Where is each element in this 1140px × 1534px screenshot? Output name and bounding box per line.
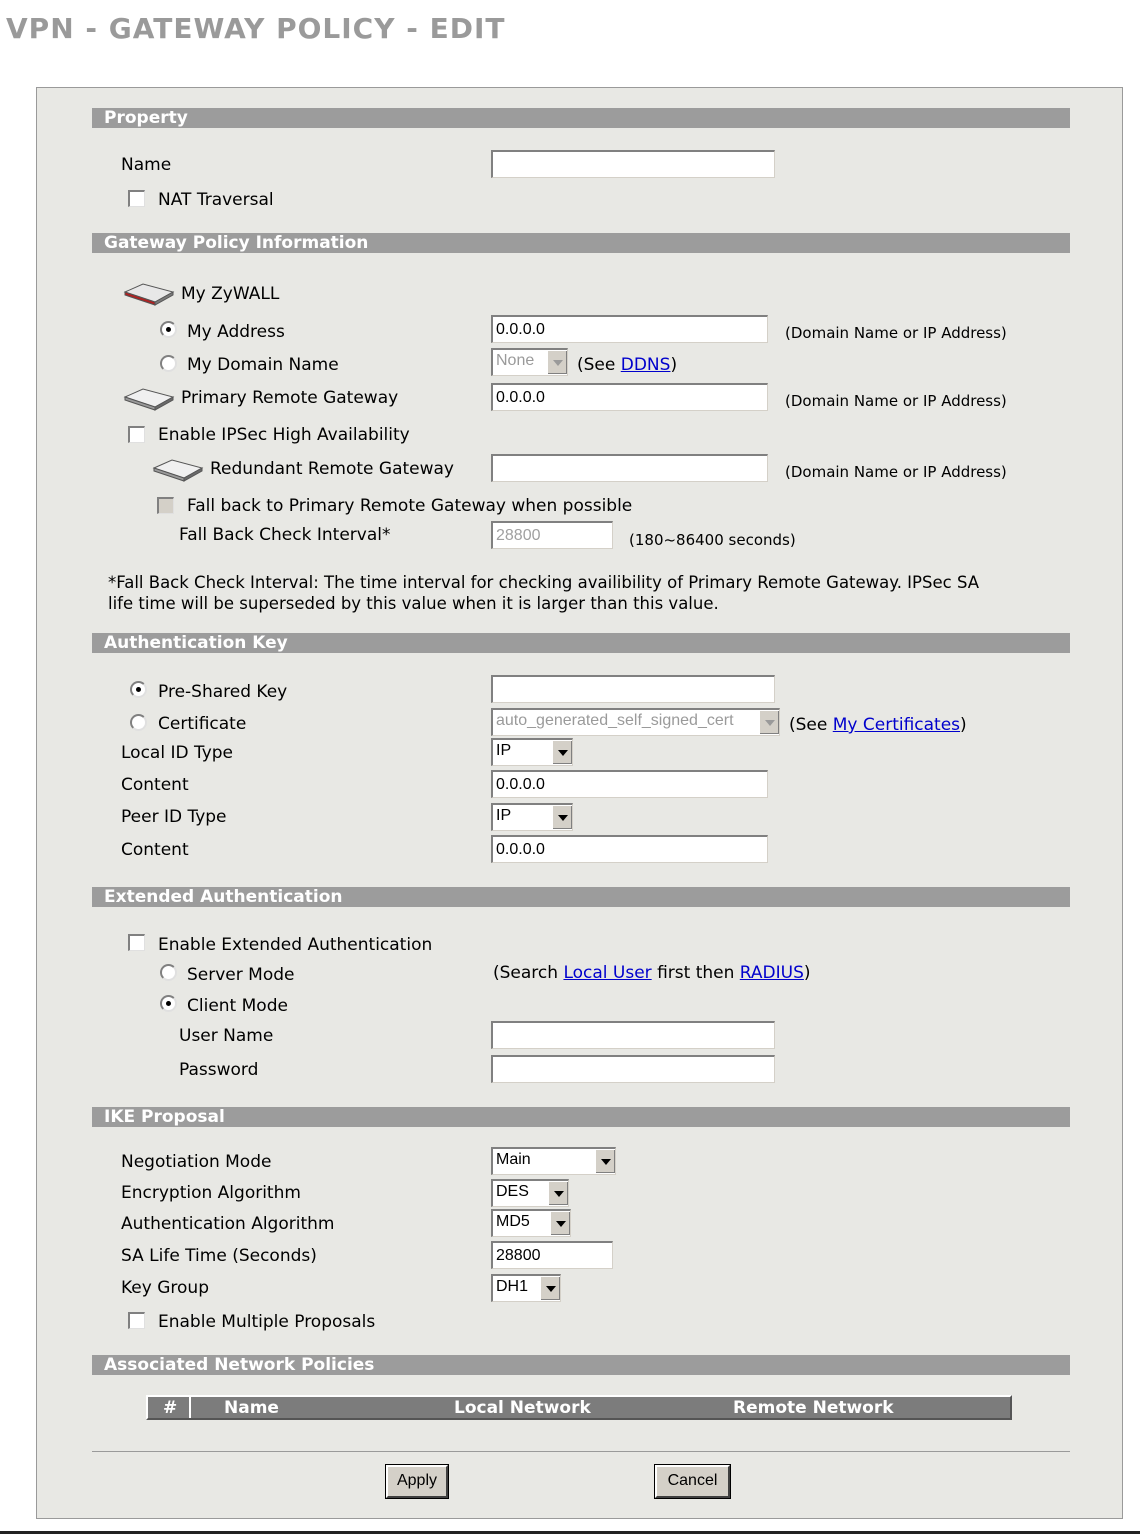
my-domain-name-radio[interactable]: [160, 355, 177, 372]
search-prefix: (Search: [493, 963, 564, 983]
primary-remote-gateway-label: Primary Remote Gateway: [181, 388, 399, 408]
fall-back-interval-hint: (180~86400 seconds): [629, 531, 796, 549]
fall-back-note-line1: *Fall Back Check Interval: The time interval for checking availibility of Primary Remote Gateway. IPSec SA: [108, 573, 980, 592]
user-name-label: User Name: [179, 1026, 274, 1046]
encryption-algorithm-value: DES: [496, 1183, 529, 1200]
nat-traversal-label: NAT Traversal: [158, 190, 274, 210]
chevron-down-icon: [540, 1276, 560, 1300]
ipsec-high-availability-checkbox[interactable]: [128, 426, 145, 443]
enable-extended-auth-label: Enable Extended Authentication: [158, 935, 433, 955]
section-header-authentication-key: Authentication Key: [92, 633, 1070, 653]
redundant-remote-gateway-label: Redundant Remote Gateway: [210, 459, 454, 479]
cancel-button[interactable]: Cancel: [655, 1465, 730, 1498]
local-content-label: Content: [121, 775, 189, 795]
column-divider: [189, 1397, 191, 1418]
my-domain-name-select-value: None: [496, 352, 535, 369]
my-zywall-label: My ZyWALL: [181, 284, 280, 304]
see-suffix: ): [670, 355, 678, 375]
chevron-down-icon: [595, 1149, 615, 1173]
pre-shared-key-label: Pre-Shared Key: [158, 682, 288, 702]
negotiation-mode-value: Main: [496, 1151, 531, 1168]
fall-back-note-line2: life time will be superseded by this value when it is larger than this value.: [108, 594, 719, 613]
local-id-type-label: Local ID Type: [121, 743, 234, 763]
password-label: Password: [179, 1060, 259, 1080]
server-mode-radio[interactable]: [160, 964, 177, 981]
search-suffix: ): [803, 963, 811, 983]
client-mode-radio[interactable]: [160, 995, 177, 1012]
zywall-device-icon: [123, 282, 175, 306]
redundant-gateway-icon: [152, 458, 204, 482]
apply-button[interactable]: Apply: [386, 1465, 448, 1498]
see-prefix: (See: [789, 715, 833, 735]
my-address-label: My Address: [187, 322, 285, 342]
section-header-property: Property: [92, 108, 1070, 128]
name-label: Name: [121, 155, 172, 175]
see-prefix: (See: [577, 355, 621, 375]
column-name: Name: [224, 1398, 279, 1418]
section-header-ike-proposal: IKE Proposal: [92, 1107, 1070, 1127]
section-header-associated-network-policies: Associated Network Policies: [92, 1355, 1070, 1375]
key-group-value: DH1: [496, 1278, 529, 1295]
key-group-label: Key Group: [121, 1278, 209, 1298]
multiple-proposals-label: Enable Multiple Proposals: [158, 1312, 376, 1332]
certificate-select[interactable]: [491, 708, 780, 736]
section-header-extended-authentication: Extended Authentication: [92, 887, 1070, 907]
column-number: #: [163, 1398, 178, 1418]
password-input[interactable]: [491, 1055, 775, 1083]
fall-back-interval-label: Fall Back Check Interval*: [179, 525, 391, 545]
local-id-type-value: IP: [496, 742, 512, 759]
redundant-remote-gateway-hint: (Domain Name or IP Address): [785, 463, 1007, 481]
column-local-network: Local Network: [454, 1398, 591, 1418]
local-user-link[interactable]: Local User: [563, 963, 652, 983]
my-address-hint: (Domain Name or IP Address): [785, 324, 1007, 342]
chevron-down-icon: [552, 740, 572, 764]
page-title: VPN - GATEWAY POLICY - EDIT: [6, 12, 506, 45]
encryption-algorithm-select[interactable]: [491, 1179, 569, 1207]
enable-extended-auth-checkbox[interactable]: [128, 934, 145, 951]
my-address-radio[interactable]: [160, 321, 177, 338]
section-header-gateway-policy: Gateway Policy Information: [92, 233, 1070, 253]
chevron-down-icon: [550, 1211, 570, 1235]
fall-back-interval-input[interactable]: 28800: [491, 521, 613, 549]
my-address-input[interactable]: 0.0.0.0: [491, 315, 768, 343]
search-local-user-text: [493, 963, 811, 983]
local-id-type-select[interactable]: [491, 738, 573, 766]
redundant-remote-gateway-input[interactable]: [491, 454, 768, 482]
chevron-down-icon: [759, 710, 779, 734]
my-domain-name-label: My Domain Name: [187, 355, 339, 375]
authentication-algorithm-select[interactable]: [491, 1209, 571, 1237]
certificate-label: Certificate: [158, 714, 247, 734]
my-domain-name-select[interactable]: [491, 348, 568, 376]
chevron-down-icon: [548, 1181, 568, 1205]
peer-content-input[interactable]: 0.0.0.0: [491, 835, 768, 863]
remote-gateway-icon: [123, 387, 175, 411]
sa-life-time-input[interactable]: 28800: [491, 1241, 613, 1269]
search-middle: first then: [651, 963, 740, 983]
pre-shared-key-input[interactable]: [491, 675, 775, 703]
peer-id-type-label: Peer ID Type: [121, 807, 227, 827]
server-mode-label: Server Mode: [187, 965, 295, 985]
see-suffix: ): [960, 715, 967, 735]
button-divider: [92, 1451, 1070, 1452]
authentication-algorithm-value: MD5: [496, 1213, 530, 1230]
peer-content-label: Content: [121, 840, 189, 860]
my-certificates-link[interactable]: My Certificates: [832, 715, 961, 735]
chevron-down-icon: [547, 350, 567, 374]
associated-policies-table-header: [146, 1395, 1012, 1420]
fall-back-checkbox[interactable]: [157, 497, 174, 514]
client-mode-label: Client Mode: [187, 996, 288, 1016]
multiple-proposals-checkbox[interactable]: [128, 1312, 145, 1329]
see-my-certificates-text: [789, 715, 967, 735]
radius-link[interactable]: RADIUS: [739, 963, 804, 983]
primary-remote-gateway-input[interactable]: 0.0.0.0: [491, 383, 768, 411]
user-name-input[interactable]: [491, 1021, 775, 1049]
certificate-select-value: auto_generated_self_signed_cert: [496, 712, 734, 729]
see-ddns-text: [577, 355, 677, 375]
ddns-link[interactable]: DDNS: [620, 355, 671, 375]
chevron-down-icon: [552, 805, 572, 829]
column-remote-network: Remote Network: [733, 1398, 894, 1418]
pre-shared-key-radio[interactable]: [130, 681, 147, 698]
certificate-radio[interactable]: [130, 714, 147, 731]
ipsec-high-availability-label: Enable IPSec High Availability: [158, 425, 410, 445]
sa-life-time-label: SA Life Time (Seconds): [121, 1246, 317, 1266]
authentication-algorithm-label: Authentication Algorithm: [121, 1214, 335, 1234]
peer-id-type-value: IP: [496, 807, 512, 824]
primary-remote-gateway-hint: (Domain Name or IP Address): [785, 392, 1007, 410]
name-input[interactable]: [491, 150, 775, 178]
negotiation-mode-select[interactable]: [491, 1147, 616, 1175]
peer-id-type-select[interactable]: [491, 803, 573, 831]
negotiation-mode-label: Negotiation Mode: [121, 1152, 272, 1172]
fall-back-label: Fall back to Primary Remote Gateway when possible: [187, 496, 633, 516]
encryption-algorithm-label: Encryption Algorithm: [121, 1183, 301, 1203]
nat-traversal-checkbox[interactable]: [128, 190, 145, 207]
local-content-input[interactable]: 0.0.0.0: [491, 770, 768, 798]
key-group-select[interactable]: [491, 1274, 561, 1302]
